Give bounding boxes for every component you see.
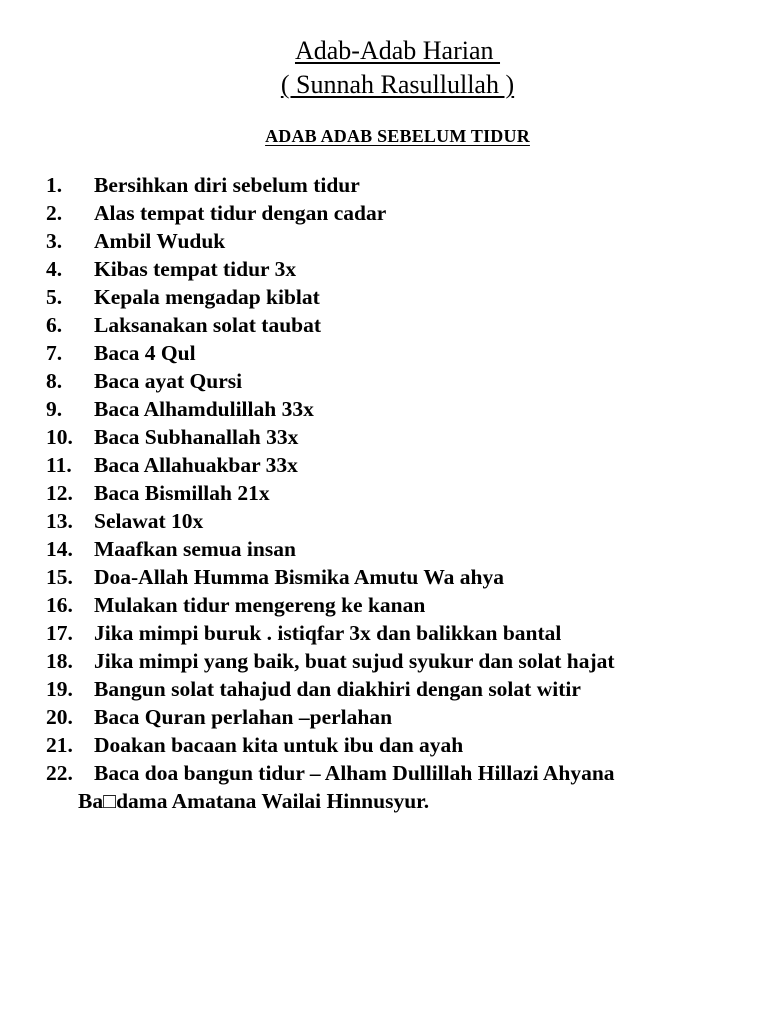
list-item-number: 8.	[46, 369, 63, 393]
list-item-number: 2.	[46, 201, 63, 225]
list-item	[0, 647, 768, 675]
list-item-text: Kibas tempat tidur 3x	[94, 257, 297, 281]
numbered-list	[0, 171, 768, 815]
list-item	[0, 423, 768, 451]
list-item	[0, 731, 768, 759]
list-item-continuation-text: Ba□dama Amatana Wailai Hinnusyur.	[78, 789, 430, 813]
list-item-text: Laksanakan solat taubat	[94, 313, 322, 337]
list-item	[0, 619, 768, 647]
list-item	[0, 703, 768, 731]
list-item-continuation	[0, 787, 768, 815]
list-item-text: Baca doa bangun tidur – Alham Dullillah Hillazi Ahyana	[94, 761, 615, 785]
list-item-number: 10.	[46, 425, 73, 449]
list-item	[0, 535, 768, 563]
list-item	[0, 675, 768, 703]
list-item-number: 9.	[46, 397, 63, 421]
list-item-number: 1.	[46, 173, 63, 197]
list-item	[0, 339, 768, 367]
list-item-number: 13.	[46, 509, 73, 533]
list-item-number: 22.	[46, 761, 73, 785]
list-item-text: Mulakan tidur mengereng ke kanan	[94, 593, 426, 617]
list-item-number: 11.	[46, 453, 72, 477]
list-item	[0, 759, 768, 787]
list-item-text: Baca Quran perlahan –perlahan	[94, 705, 393, 729]
list-item-text: Kepala mengadap kiblat	[94, 285, 320, 309]
list-item-text: Baca ayat Qursi	[94, 369, 243, 393]
list-item-number: 7.	[46, 341, 63, 365]
list-item-text: Bangun solat tahajud dan diakhiri dengan solat witir	[94, 677, 581, 701]
list-item	[0, 563, 768, 591]
list-item-text: Baca Bismillah 21x	[94, 481, 270, 505]
list-item	[0, 395, 768, 423]
list-item-text: Baca Subhanallah 33x	[94, 425, 299, 449]
list-item-text: Doa-Allah Humma Bismika Amutu Wa ahya	[94, 565, 504, 589]
list-item-number: 21.	[46, 733, 73, 757]
list-item-text: Alas tempat tidur dengan cadar	[94, 201, 387, 225]
list-item-number: 15.	[46, 565, 73, 589]
list-item-number: 18.	[46, 649, 73, 673]
list-item	[0, 507, 768, 535]
list-item-text: Maafkan semua insan	[94, 537, 296, 561]
list-item-number: 6.	[46, 313, 63, 337]
list-item-number: 3.	[46, 229, 63, 253]
list-item	[0, 311, 768, 339]
list-item-number: 4.	[46, 257, 63, 281]
document-title: Adab-Adab Harian	[294, 36, 501, 65]
list-item	[0, 255, 768, 283]
list-item	[0, 227, 768, 255]
list-item-text: Baca Allahuakbar 33x	[94, 453, 298, 477]
document-subtitle: ( Sunnah Rasullullah )	[280, 70, 515, 99]
list-item	[0, 479, 768, 507]
list-item-text: Jika mimpi yang baik, buat sujud syukur dan solat hajat	[94, 649, 615, 673]
list-item-number: 16.	[46, 593, 73, 617]
list-item	[0, 171, 768, 199]
list-item-number: 20.	[46, 705, 73, 729]
list-item-text: Doakan bacaan kita untuk ibu dan ayah	[94, 733, 464, 757]
list-item-text: Baca Alhamdulillah 33x	[94, 397, 314, 421]
list-item	[0, 199, 768, 227]
list-item-text: Ambil Wuduk	[94, 229, 226, 253]
list-item	[0, 451, 768, 479]
list-item-number: 17.	[46, 621, 73, 645]
list-item-number: 14.	[46, 537, 73, 561]
list-item-number: 5.	[46, 285, 63, 309]
list-item-number: 12.	[46, 481, 73, 505]
list-item-number: 19.	[46, 677, 73, 701]
list-item	[0, 591, 768, 619]
list-item	[0, 367, 768, 395]
list-item-text: Baca 4 Qul	[94, 341, 196, 365]
list-item-text: Bersihkan diri sebelum tidur	[94, 173, 360, 197]
section-heading: ADAB ADAB SEBELUM TIDUR	[265, 126, 530, 146]
list-item-text: Jika mimpi buruk . istiqfar 3x dan balikkan bantal	[94, 621, 562, 645]
list-item	[0, 283, 768, 311]
list-item-text: Selawat 10x	[94, 509, 204, 533]
